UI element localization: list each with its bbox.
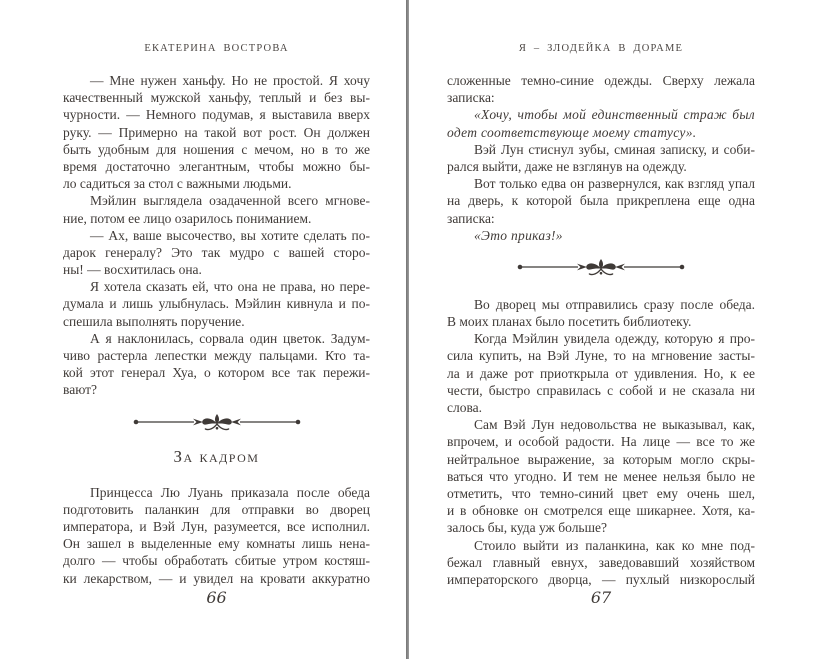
- text-line: залось бы, куда уж больше?: [447, 520, 607, 536]
- text-line: сложенные темно-синие одежды. Сверху лежала: [447, 73, 755, 88]
- text-line: Принцесса Лю Луань приказала после обеда: [90, 484, 370, 500]
- paragraph: [63, 72, 370, 399]
- paragraph: [63, 484, 370, 587]
- section-heading: За кадром: [173, 446, 260, 466]
- text-line: чести, быстро справилась с собой и не сказала ни: [447, 382, 755, 398]
- text-line: впрочем, и особой радости. На лице — все то же: [447, 434, 755, 450]
- text-line: Я хотела сказать ей, что она не права, но пере-: [90, 279, 370, 295]
- text-line: ло садиться за стол с важными людьми.: [63, 176, 292, 192]
- text-line: записка:: [447, 90, 495, 106]
- text-line: вают?: [63, 382, 97, 398]
- book-page-right: [409, 0, 820, 659]
- text-line: чурности. — Немного подумав, я выставила вверх: [63, 107, 370, 123]
- text-line: Мэйлин выглядела озадаченной всего мгнове-: [90, 193, 370, 209]
- page-number-right: 67: [590, 588, 612, 607]
- text-line: отметить, что темно-синий цвет ему очень шел,: [447, 485, 755, 501]
- text-line: рался выйти, даже не взглянув на одежду.: [447, 158, 687, 174]
- text-line: Он зашел в выделенные ему комнаты лишь нена-: [63, 536, 370, 552]
- running-header-title: Я – ЗЛОДЕЙКА В ДОРАМЕ: [518, 43, 684, 54]
- text-line: Во дворец мы отправились сразу после обеда.: [474, 296, 755, 312]
- text-line: дарок генералу? Это так мудро с вашей сторо-: [63, 244, 370, 260]
- text-line: ла и даже рот приоткрыла от удивления. Но, к ее: [447, 365, 755, 381]
- text-line: императорского дворца, — пухлый низкорослый: [447, 571, 755, 587]
- section-divider: [447, 256, 755, 278]
- text-line: Вэй Лун стиснул зубы, сминая записку, и соби-: [474, 141, 755, 157]
- text-line: и в обновке он смотрелся еще шикарнее. Хотя, ка-: [447, 503, 755, 519]
- text-line: одет соответствующе моему статусу».: [447, 124, 697, 140]
- text-line: «Хочу, чтобы мой единственный страж был: [474, 107, 755, 123]
- text-line: нейтральное выражение, за которым могло скры-: [447, 451, 755, 467]
- text-line: подготовить паланкин для отправки во дворец: [63, 501, 370, 517]
- text-line: императора, и Вэй Лун, разумеется, все исполнил.: [63, 518, 370, 534]
- text-line: ваться что угодно. И тем не менее нельзя было не: [447, 468, 755, 484]
- text-line: ки лекарством, — и увидел на кровати аккуратно: [63, 570, 370, 586]
- running-header-author: ЕКАТЕРИНА ВОСТРОВА: [144, 43, 289, 54]
- text-line: «Это приказ!»: [474, 227, 563, 243]
- text-line: на дверь, к которой была прикреплена еще одна: [447, 193, 755, 209]
- book-page-left: [0, 0, 406, 659]
- text-line: слова.: [447, 400, 483, 415]
- text-line: качественный мужской ханьфу, теплый и без вы-: [63, 90, 370, 106]
- text-line: руку. — Примерно на такой вот рост. Он должен: [63, 124, 370, 140]
- text-line: ние, потом ее лицо озарилось пониманием.: [63, 210, 312, 226]
- text-line: Вот только едва он развернулся, как взгляд упал: [474, 176, 755, 192]
- text-line: думала и лишь улыбнулась. Мэйлин кивнула и по-: [63, 296, 370, 312]
- text-line: — Мне нужен ханьфу. Но не простой. Я хочу: [90, 73, 370, 88]
- text-line: Стоило выйти из паланкина, как ко мне под-: [474, 537, 755, 553]
- text-line: Сам Вэй Лун недовольства не выказывал, как,: [474, 417, 755, 433]
- section-divider: [63, 411, 370, 433]
- paragraph: [447, 296, 755, 588]
- text-line: сила купить, на Вэй Луне, то на мгновение засты-: [447, 348, 755, 364]
- text-line: долго — чтобы обработать сбитые утром костяш-: [63, 553, 370, 569]
- page-number-left: 66: [206, 588, 227, 607]
- paragraph: [447, 72, 755, 244]
- text-line: кой этот генерал Хуа, о котором все так пережи-: [63, 365, 370, 381]
- text-line: время достаточно элегантным, чтобы можно бы-: [63, 158, 370, 174]
- text-line: бежал главный евнух, заведовавший хозяйством: [447, 554, 755, 570]
- text-line: В моих планах было посетить библиотеку.: [447, 314, 692, 330]
- text-line: чиво растерла лепестки между пальцами. Кто та-: [63, 348, 370, 363]
- text-line: ны! — восхитилась она.: [63, 262, 202, 278]
- text-line: — Ах, ваше высочество, вы хотите сделать по-: [90, 227, 370, 243]
- text-line: записка:: [447, 210, 495, 226]
- text-line: А я наклонилась, сорвала один цветок. Задум-: [90, 330, 370, 346]
- fleuron-divider-icon: [132, 411, 302, 433]
- text-line: Когда Мэйлин увидела одежду, которую я про-: [474, 331, 755, 347]
- fleuron-divider-icon: [516, 256, 686, 278]
- text-line: быть удобным для ношения с мечом, но в то же: [63, 141, 370, 157]
- text-line: спешила выполнять поручение.: [63, 313, 245, 329]
